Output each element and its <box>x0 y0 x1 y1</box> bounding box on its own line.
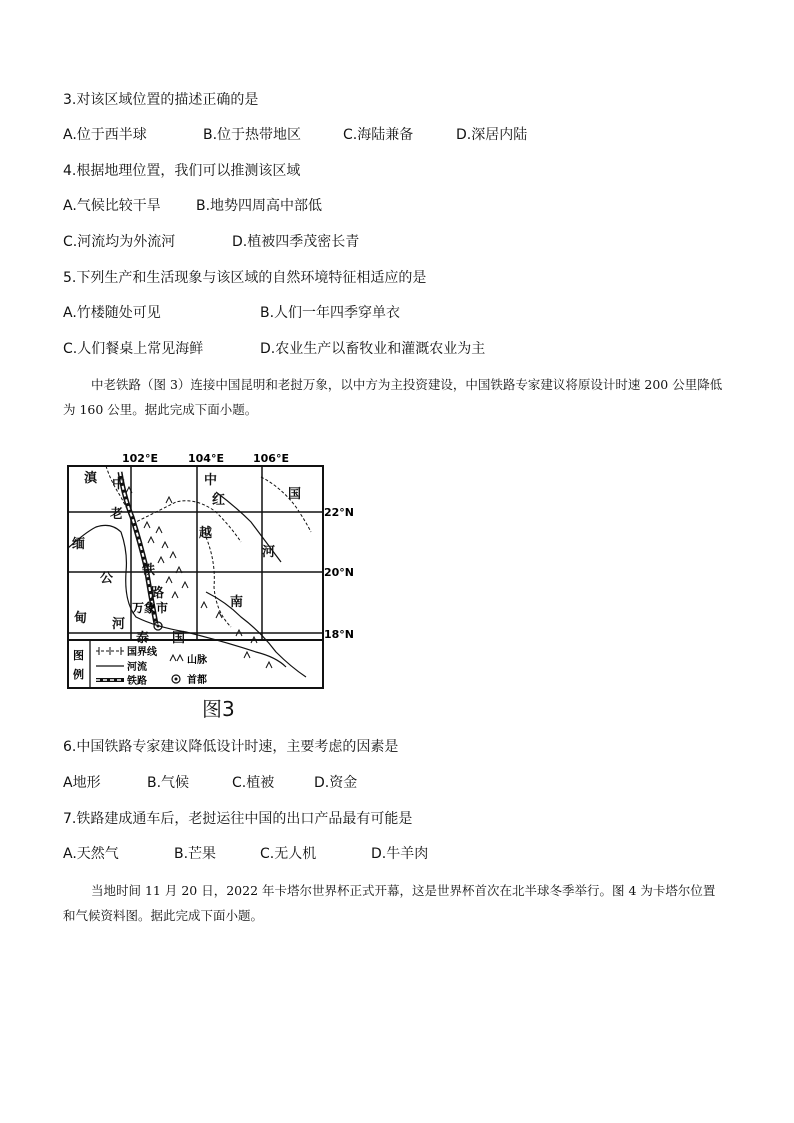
place-char-zhong-west: 中 <box>112 477 126 492</box>
capital-vientiane <box>132 600 168 630</box>
question-6-option-a: A地形 <box>63 775 101 791</box>
legend-railway: 铁路 <box>127 676 147 687</box>
lon-label-102: 102°E <box>122 452 158 465</box>
question-6-option-b: B.气候 <box>147 775 190 791</box>
legend-mountain: 山脉 <box>187 655 207 666</box>
question-3-option-a: A.位于西半球 <box>63 127 147 143</box>
lat-label-20: 20°N <box>324 566 355 579</box>
legend-capital: 首都 <box>187 675 207 686</box>
question-7-stem: 7.铁路建成通车后，老挝运往中国的出口产品最有可能是 <box>63 811 413 827</box>
question-4-stem: 4.根据地理位置，我们可以推测该区域 <box>63 163 301 179</box>
question-5-option-c: C.人们餐桌上常见海鲜 <box>63 341 204 357</box>
question-3-option-b: B.位于热带地区 <box>203 127 302 143</box>
legend-title-1: 图 <box>73 649 84 662</box>
place-char-tie: 铁 <box>142 563 156 578</box>
question-6-option-c: C.植被 <box>232 775 275 791</box>
question-7-option-b: B.芒果 <box>174 846 217 862</box>
question-5-stem: 5.下列生产和生活现象与该区域的自然环境特征相适应的是 <box>63 270 427 286</box>
question-4-option-c: C.河流均为外流河 <box>63 234 176 250</box>
question-6-option-d: D.资金 <box>314 775 358 791</box>
question-3-option-c: C.海陆兼备 <box>343 127 414 143</box>
place-char-dian: 滇 <box>84 471 98 486</box>
place-char-dian2: 甸 <box>74 611 88 626</box>
question-4-option-b: B.地势四周高中部低 <box>196 198 323 214</box>
place-char-he-east: 河 <box>262 545 276 560</box>
question-5-option-d: D.农业生产以畜牧业和灌溉农业为主 <box>260 341 486 357</box>
place-char-guo-south: 国 <box>172 631 186 646</box>
map-legend <box>68 640 323 688</box>
question-7-option-d: D.牛羊肉 <box>371 846 429 862</box>
lat-label-18: 18°N <box>324 628 355 641</box>
place-char-gong: 公 <box>100 571 114 586</box>
question-5-option-a: A.竹楼随处可见 <box>63 305 161 321</box>
passage-qatar-world-cup: 当地时间 11 月 20 日，2022 年卡塔尔世界杯正式开幕，这是世界杯首次在北半球冬季举行。图 4 为卡塔尔位置和气候资料图。据此完成下面小题。 <box>63 883 716 923</box>
question-3-stem: 3.对该区域位置的描述正确的是 <box>63 92 259 108</box>
city-label: 万象市 <box>132 601 169 615</box>
lon-label-104: 104°E <box>188 452 224 465</box>
place-char-guo-north: 国 <box>288 487 302 502</box>
place-char-he-west: 河 <box>112 617 126 632</box>
legend-title-2: 例 <box>73 668 84 681</box>
map-grid <box>68 466 323 640</box>
question-4-option-d: D.植被四季茂密长青 <box>232 234 360 250</box>
question-6-stem: 6.中国铁路专家建议降低设计时速，主要考虑的因素是 <box>63 739 399 755</box>
question-3-option-d: D.深居内陆 <box>456 127 528 143</box>
lon-label-106: 106°E <box>253 452 289 465</box>
question-7-option-c: C.无人机 <box>260 846 317 862</box>
place-char-zhong-east: 中 <box>204 473 218 488</box>
place-char-lao: 老 <box>110 507 124 522</box>
passage-laos-railway: 中老铁路（图 3）连接中国昆明和老挝万象，以中方为主投资建设，中国铁路专家建议将原设计时速 200 公里降低为 160 公里。据此完成下面小题。 <box>63 377 723 417</box>
place-char-lu: 路 <box>151 586 165 601</box>
legend-border: 国界线 <box>127 647 157 658</box>
map-figure-3 <box>66 452 355 688</box>
question-5-option-b: B.人们一年四季穿单衣 <box>260 305 401 321</box>
question-7-option-a: A.天然气 <box>63 846 119 862</box>
place-char-nan: 南 <box>230 595 244 610</box>
place-char-yue: 越 <box>199 526 213 541</box>
place-char-hong: 红 <box>212 493 226 508</box>
place-char-tai: 泰 <box>136 631 150 646</box>
figure-caption: 图3 <box>202 697 235 721</box>
place-char-mian: 缅 <box>72 537 86 552</box>
legend-river: 河流 <box>127 662 147 673</box>
lat-label-22: 22°N <box>324 506 355 519</box>
question-4-option-a: A.气候比较干旱 <box>63 198 161 214</box>
